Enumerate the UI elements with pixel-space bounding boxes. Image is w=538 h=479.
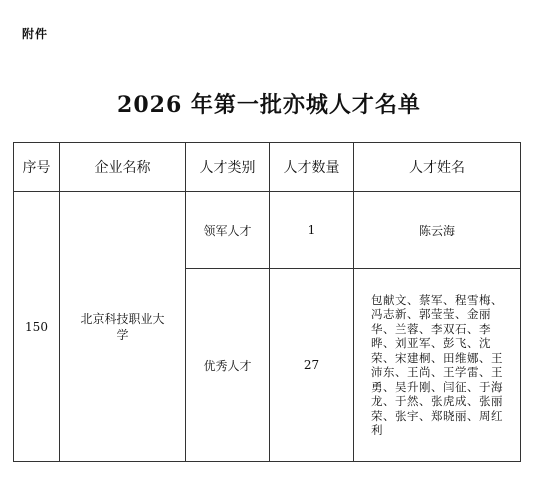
cell-category-excellent: 优秀人才 — [186, 269, 270, 462]
talent-list-table — [13, 142, 521, 462]
cell-category-leading: 领军人才 — [186, 192, 270, 269]
table-row — [14, 192, 521, 269]
table-header-row — [14, 143, 521, 192]
column-header-count: 人才数量 — [270, 143, 354, 192]
cell-company — [60, 192, 186, 462]
page-title: 2026 年第一批亦城人才名单 — [117, 92, 421, 118]
attachment-label: 附件 — [22, 27, 49, 41]
cell-index: 150 — [14, 192, 60, 462]
column-header-names: 人才姓名 — [354, 143, 521, 192]
cell-names-excellent — [354, 269, 521, 462]
column-header-category: 人才类别 — [186, 143, 270, 192]
cell-count-excellent: 27 — [270, 269, 354, 462]
cell-names-leading: 陈云海 — [354, 192, 521, 269]
company-name: 北京科技职业大学 — [80, 311, 165, 342]
cell-count-leading: 1 — [270, 192, 354, 269]
column-header-index: 序号 — [14, 143, 60, 192]
column-header-company: 企业名称 — [60, 143, 186, 192]
names-list: 包献文、蔡军、程雪梅、冯志新、郭莹莹、金丽华、兰蓉、李双石、李晔、刘亚军、彭飞、沈荣、宋建桐、田维娜、王沛东、王尚、王学雷、王勇、吴升刚、闫征、于海龙、于然、张虎成、张丽荣、张宇、郑晓丽、周红利 — [371, 292, 503, 437]
